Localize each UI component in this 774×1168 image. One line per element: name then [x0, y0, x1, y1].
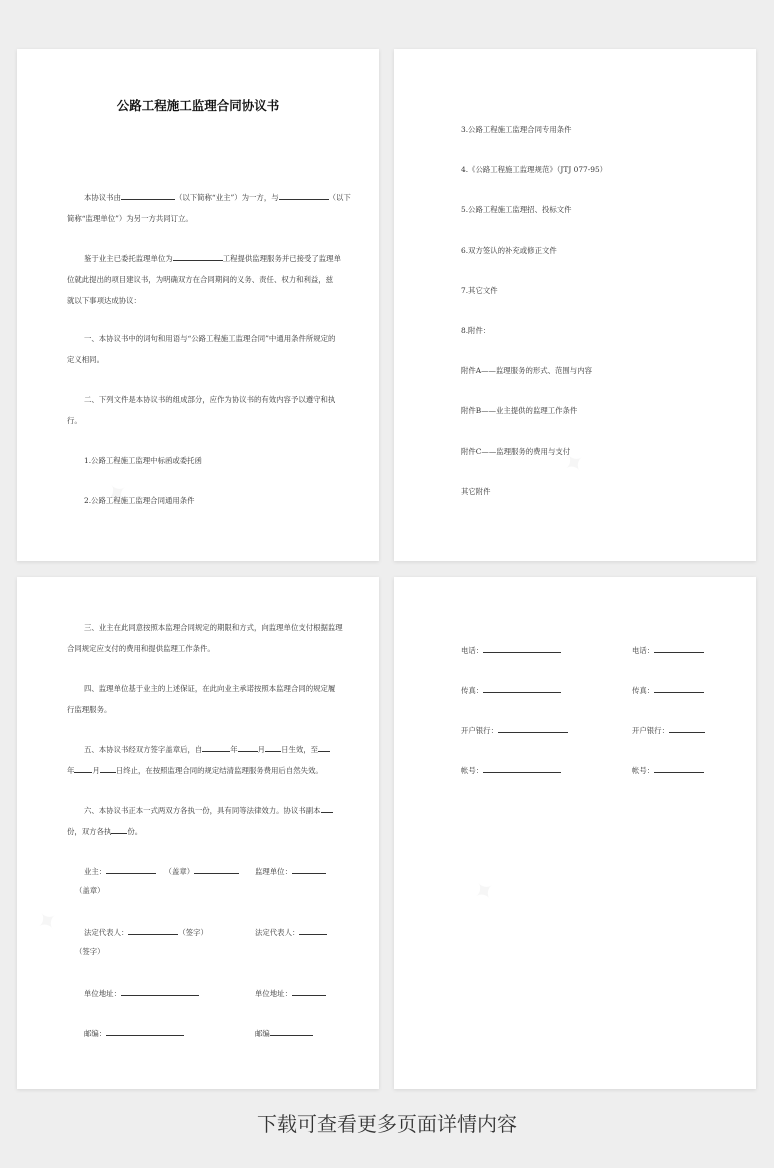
account-line-2: [632, 764, 704, 776]
postcode-line-2: [255, 1027, 313, 1039]
list-item: 其它附件: [461, 486, 491, 496]
address-line-2: [255, 987, 326, 999]
clause-text: 行。: [67, 416, 82, 425]
clause-text: 行监理服务。: [67, 705, 112, 714]
address-label: 单位地址：: [84, 989, 121, 998]
whereas-text: 鉴于业主已委托监理单位为: [84, 254, 173, 263]
clause-text: 月: [92, 766, 100, 775]
postcode-blank: [270, 1027, 313, 1036]
sign-label: （签字）: [75, 947, 105, 956]
bank-blank: [498, 724, 568, 733]
owner-blank: [121, 191, 175, 200]
clause-text: 日生效，至: [281, 745, 319, 754]
list-item: [84, 450, 202, 471]
account-label: 帐号：: [461, 766, 484, 775]
clause-text: 合同规定应支付的费用和提供监理工作条件。: [67, 644, 215, 653]
clause-text: 四、监理单位基于业主的上述保证，在此向业主承诺按照本监理合同的规定履: [84, 684, 336, 693]
supervisor-label: 监理单位：: [255, 867, 292, 876]
clause-3: [84, 617, 343, 638]
list-item: 8.附件：: [461, 326, 491, 336]
clause-text: 年: [67, 766, 75, 775]
list-item-text: 1.公路工程施工监理中标函或委托函: [84, 456, 202, 465]
supervisor-blank: [279, 191, 329, 200]
seal-blank: [194, 865, 239, 874]
copies-blank: [111, 825, 127, 834]
document-page-3: [17, 577, 379, 1089]
clause-text: 份。: [127, 827, 143, 836]
owner-signature-line: [84, 865, 239, 877]
bank-line-2: [632, 724, 705, 736]
download-more-note[interactable]: 下载可查看更多页面详情内容: [257, 1112, 517, 1136]
fax-blank: [654, 684, 704, 693]
list-item: 附件B——业主提供的监理工作条件: [461, 406, 578, 416]
legal-rep-line-2: [255, 926, 327, 938]
attachment-list: [461, 110, 607, 512]
intro-text: 简称“监理单位”）为另一方共同订立。: [67, 214, 193, 223]
phone-line-2: [632, 644, 704, 656]
bank-label: 开户银行：: [461, 726, 498, 735]
document-page-4: [394, 577, 756, 1089]
list-item: 4.《公路工程施工监理规范》（JTJ 077-95）: [461, 165, 608, 175]
whereas-paragraph: [84, 248, 341, 269]
legal-rep-label: 法定代表人：: [84, 928, 129, 937]
whereas-paragraph-cont: [67, 269, 333, 311]
sign-line: [75, 947, 105, 957]
sign-label: （签字）: [178, 928, 208, 937]
seal-label: （盖章）: [75, 886, 105, 895]
clause-4: [84, 678, 335, 699]
account-blank: [654, 764, 704, 773]
account-label: 帐号：: [632, 766, 655, 775]
list-item: 3.公路工程施工监理合同专用条件: [461, 125, 572, 134]
seal-label: （盖章）: [164, 867, 195, 876]
clause-text: 月: [257, 745, 266, 754]
clause-1: [84, 328, 335, 349]
phone-label: 电话：: [461, 646, 484, 655]
fax-line: [461, 684, 561, 696]
legal-rep-blank: [128, 926, 178, 935]
intro-paragraph-cont: [67, 208, 193, 229]
whereas-text: 工程提供监理服务并已接受了监理单: [222, 254, 341, 263]
phone-blank: [483, 644, 561, 653]
watermark-shape: [30, 903, 65, 940]
clause-2: [84, 389, 335, 410]
clause-text: 年: [230, 745, 238, 754]
legal-rep-blank: [299, 926, 327, 935]
intro-text: （以下: [328, 193, 351, 202]
account-blank: [483, 764, 561, 773]
whereas-text: 就以下事项达成协议：: [67, 296, 141, 305]
address-line: [84, 987, 199, 999]
document-page-2: [394, 49, 756, 561]
clause-text: 三、业主在此同意按照本监理合同规定的期限和方式，向监理单位支付根据监理: [84, 623, 343, 632]
address-label: 单位地址：: [255, 989, 292, 998]
account-line: [461, 764, 561, 776]
clause-text: 份，双方各执: [67, 827, 112, 836]
bank-blank: [669, 724, 705, 733]
list-item: [84, 490, 195, 511]
copies-blank: [321, 804, 333, 813]
address-blank: [292, 987, 326, 996]
list-item-text: 2.公路工程施工监理合同通用条件: [84, 496, 195, 505]
clause-text: 六、本协议书正本一式两双方各执一份，具有同等法律效力。协议书副本: [84, 806, 321, 815]
clause-2-cont: [67, 410, 82, 431]
project-blank: [173, 252, 223, 261]
day-blank: [265, 743, 281, 752]
clause-text: 日终止，在按照监理合同的规定结清监理服务费用后自然失效。: [115, 766, 323, 775]
year-blank: [202, 743, 230, 752]
fax-label: 传真：: [632, 686, 655, 695]
phone-blank: [654, 644, 704, 653]
clause-3-cont: [67, 638, 215, 659]
document-page-1: [17, 49, 379, 561]
clause-text: 一、本协议书中的词句和用语与“公路工程施工监理合同”中通用条件所规定的: [84, 334, 336, 343]
supervisor-signature-line: [255, 865, 326, 877]
bank-label: 开户银行：: [632, 726, 669, 735]
intro-text: （以下简称“业主”）为一方，与: [174, 193, 279, 202]
whereas-text: 位就此提出的项目建议书，为明确双方在合同期间的义务、责任、权力和利益，兹: [67, 275, 334, 284]
postcode-line: [84, 1027, 184, 1039]
list-item: 附件A——监理服务的形式、范围与内容: [461, 366, 592, 376]
clause-5: [84, 739, 330, 760]
list-item: 6.双方签认的补充或修正文件: [461, 245, 557, 255]
fax-line-2: [632, 684, 704, 696]
address-blank: [121, 987, 199, 996]
clause-text: 五、本协议书经双方签字盖章后，自: [84, 745, 203, 754]
watermark-shape: [467, 873, 502, 910]
phone-line: [461, 644, 561, 656]
clause-text: 二、下列文件是本协议书的组成部分，应作为协议书的有效内容予以遵守和执: [84, 395, 336, 404]
intro-text: 本协议书由: [84, 193, 121, 202]
postcode-label: 邮编: [255, 1029, 270, 1038]
clause-6: [84, 800, 333, 821]
bank-line: [461, 724, 568, 736]
clause-text: 定义相同。: [67, 355, 104, 364]
phone-label: 电话：: [632, 646, 655, 655]
clause-5-cont: [67, 760, 323, 781]
day-blank: [100, 764, 116, 773]
list-item: 附件C——监理服务的费用与支付: [461, 446, 571, 456]
month-blank: [74, 764, 92, 773]
postcode-blank: [106, 1027, 184, 1036]
list-item: 5.公路工程施工监理招、投标文件: [461, 205, 572, 215]
year-blank: [318, 743, 330, 752]
month-blank: [238, 743, 258, 752]
legal-rep-label: 法定代表人：: [255, 928, 300, 937]
postcode-label: 邮编：: [84, 1029, 107, 1038]
document-title: 公路工程施工监理合同协议书: [116, 98, 280, 113]
clause-6-cont: [67, 821, 142, 842]
fax-blank: [483, 684, 561, 693]
clause-4-cont: [67, 699, 111, 720]
seal-line: [75, 886, 105, 896]
owner-label: 业主：: [84, 867, 107, 876]
fax-label: 传真：: [461, 686, 484, 695]
owner-blank: [106, 865, 156, 874]
list-item: 7.其它文件: [461, 285, 498, 295]
supervisor-blank: [292, 865, 326, 874]
legal-rep-line: [84, 926, 208, 938]
clause-1-cont: [67, 349, 104, 370]
intro-paragraph: [84, 187, 351, 208]
